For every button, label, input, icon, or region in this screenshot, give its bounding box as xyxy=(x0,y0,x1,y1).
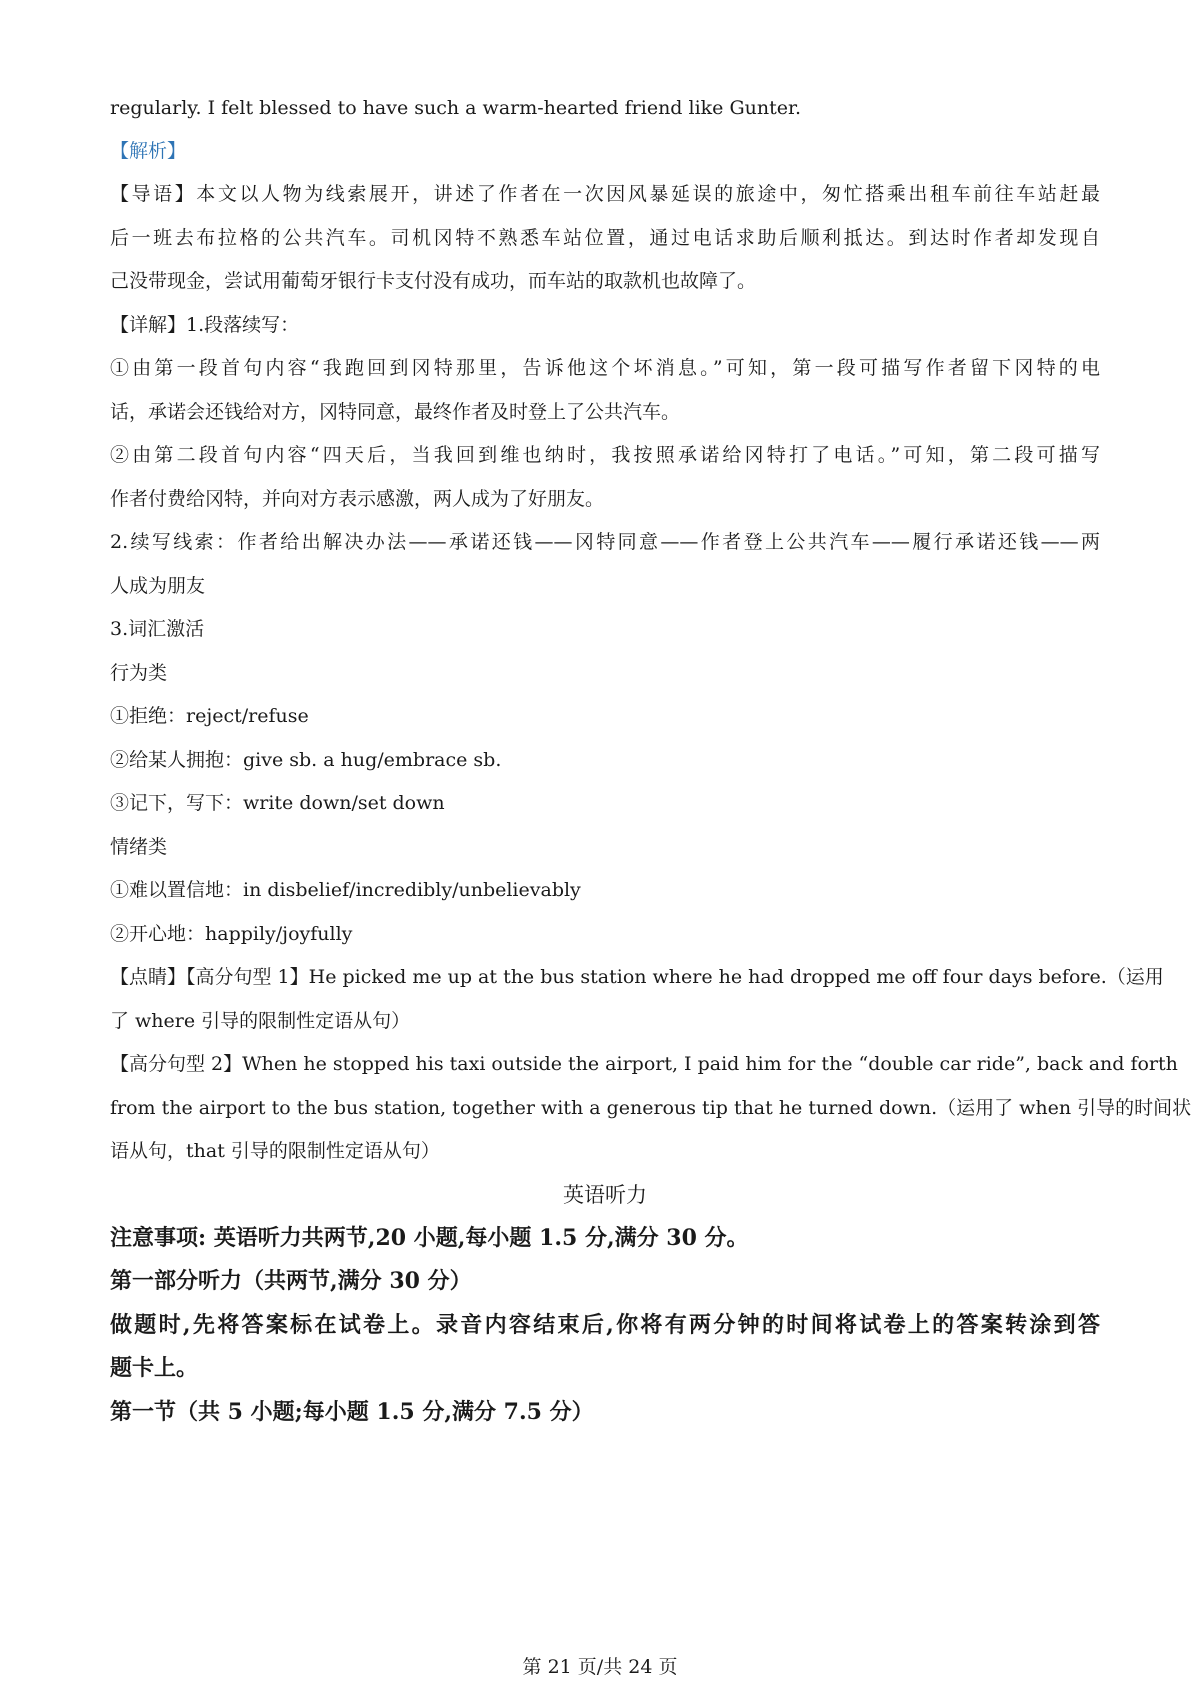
paragraph-line: 2.续写线索：作者给出解决办法——承诺还钱——冈特同意——作者登上公共汽车——履行承诺还钱——两 xyxy=(110,531,1100,553)
notice-line: 注意事项: 英语听力共两节,20 小题,每小题 1.5 分,满分 30 分。 xyxy=(110,1225,749,1251)
paragraph-line: 人成为朋友 xyxy=(110,575,206,597)
analysis-heading: 【解析】 xyxy=(110,140,187,162)
paragraph-line: ②给某人拥抱：give sb. a hug/embrace sb. xyxy=(110,749,502,771)
instruction-line: 做题时,先将答案标在试卷上。录音内容结束后,你将有两分钟的时间将试卷上的答案转涂到答 xyxy=(110,1312,1100,1338)
part-heading: 第一部分听力（共两节,满分 30 分） xyxy=(110,1268,472,1294)
paragraph-line: ②由第二段首句内容“四天后，当我回到维也纳时，我按照承诺给冈特打了电话。”可知，第二段可描写 xyxy=(110,444,1100,466)
paragraph-line: 【详解】1.段落续写： xyxy=(110,314,300,336)
paragraph-line: 【点睛】【高分句型 1】He picked me up at the bus station where he had dropped me off four days before.（运用 xyxy=(110,966,1164,988)
page-number: 第 21 页/共 24 页 xyxy=(522,1656,678,1678)
paragraph-line: 己没带现金，尝试用葡萄牙银行卡支付没有成功，而车站的取款机也故障了。 xyxy=(110,270,757,292)
paragraph-line: 【高分句型 2】When he stopped his taxi outside the airport, I paid him for the “double car ride”, back and forth xyxy=(110,1053,1178,1075)
paragraph-line: ①拒绝：reject/refuse xyxy=(110,705,309,727)
subsection-heading: 第一节（共 5 小题;每小题 1.5 分,满分 7.5 分） xyxy=(110,1399,594,1425)
paragraph-line: 话，承诺会还钱给对方，冈特同意，最终作者及时登上了公共汽车。 xyxy=(110,401,681,423)
paragraph-line: regularly. I felt blessed to have such a warm-hearted friend like Gunter. xyxy=(110,97,802,119)
paragraph-line: 语从句，that 引导的限制性定语从句） xyxy=(110,1140,440,1162)
paragraph-line: ①由第一段首句内容“我跑回到冈特那里，告诉他这个坏消息。”可知，第一段可描写作者留下冈特的电 xyxy=(110,357,1100,379)
paragraph-line: 行为类 xyxy=(110,662,168,684)
paragraph-line: from the airport to the bus station, together with a generous tip that he turned down.（运用了 when 引导的时间状 xyxy=(110,1097,1192,1119)
section-title: 英语听力 xyxy=(563,1183,647,1207)
paragraph-line: 3.词汇激活 xyxy=(110,618,205,640)
paragraph-line: ①难以置信地：in disbelief/incredibly/unbelievably xyxy=(110,879,581,901)
paragraph-line: ③记下，写下：write down/set down xyxy=(110,792,445,814)
paragraph-line: 作者付费给冈特，并向对方表示感激，两人成为了好朋友。 xyxy=(110,488,605,510)
paragraph-line: 后一班去布拉格的公共汽车。司机冈特不熟悉车站位置，通过电话求助后顺利抵达。到达时作者却发现自 xyxy=(110,227,1100,249)
paragraph-line: 情绪类 xyxy=(110,836,168,858)
paragraph-line: ②开心地：happily/joyfully xyxy=(110,923,353,945)
paragraph-line: 【导语】本文以人物为线索展开，讲述了作者在一次因风暴延误的旅途中，匆忙搭乘出租车前往车站赶最 xyxy=(110,183,1100,205)
paragraph-line: 了 where 引导的限制性定语从句） xyxy=(110,1010,411,1032)
instruction-line: 题卡上。 xyxy=(110,1355,199,1381)
